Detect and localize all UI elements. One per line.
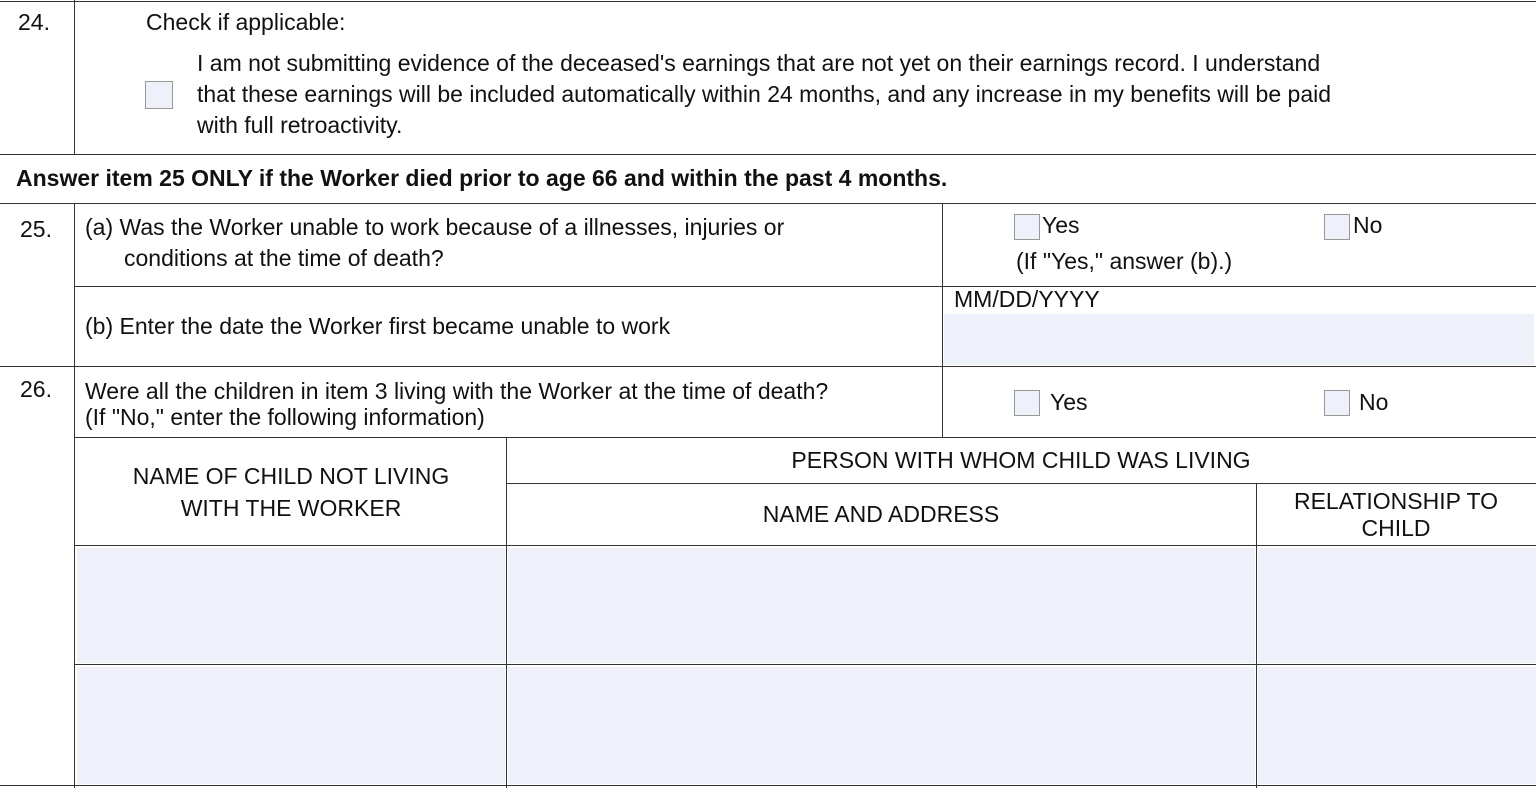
question-26: (If "No," enter the following information)	[85, 404, 485, 430]
divider	[74, 203, 75, 788]
divider	[0, 203, 1536, 204]
question-a: (a) Was the Worker unable to work because of a illnesses, injuries or	[85, 214, 785, 240]
item-number: 24.	[18, 9, 50, 35]
divider	[74, 545, 1536, 546]
relationship-input-2[interactable]	[1258, 667, 1536, 784]
question-b: (b) Enter the date the Worker first became unable to work	[85, 313, 671, 339]
yes-note: (If "Yes," answer (b).)	[1016, 248, 1233, 274]
children-living-yes-checkbox[interactable]	[1014, 390, 1040, 416]
check-heading: Check if applicable:	[146, 9, 346, 35]
divider	[942, 203, 943, 438]
divider	[0, 366, 1536, 367]
column-header-name-address: NAME AND ADDRESS	[762, 501, 1000, 527]
column-header-child-name	[76, 460, 506, 524]
unable-to-work-no-checkbox[interactable]	[1324, 214, 1350, 240]
unable-to-work-yes-checkbox[interactable]	[1014, 214, 1040, 240]
divider	[74, 286, 1536, 287]
divider	[0, 154, 1536, 155]
header-line: WITH THE WORKER	[180, 495, 402, 521]
date-format-label: MM/DD/YYYY	[954, 286, 1100, 312]
statement-line: I am not submitting evidence of the deceased's earnings that are not yet on their earnings record. I understand	[197, 50, 1321, 76]
child-name-input-2[interactable]	[77, 667, 505, 784]
relationship-input-1[interactable]	[1258, 548, 1536, 663]
earnings-evidence-checkbox[interactable]	[145, 81, 173, 109]
no-label: No	[1353, 212, 1383, 238]
divider	[74, 664, 1536, 665]
divider	[506, 483, 1536, 484]
statement-line: that these earnings will be included automatically within 24 months, and any increase in my benefits will be paid	[197, 81, 1332, 107]
question-a: conditions at the time of death?	[124, 245, 444, 271]
yes-label: Yes	[1042, 212, 1080, 238]
divider	[74, 437, 1536, 438]
no-label: No	[1359, 389, 1389, 415]
name-address-input-2[interactable]	[508, 667, 1255, 784]
yes-label: Yes	[1050, 389, 1088, 415]
column-header-relationship	[1256, 488, 1536, 542]
date-input[interactable]	[944, 314, 1534, 365]
item-number: 25.	[20, 216, 52, 242]
header-line: RELATIONSHIP TO	[1293, 488, 1499, 514]
statement-line: with full retroactivity.	[197, 112, 403, 138]
item25-instruction: Answer item 25 ONLY if the Worker died prior to age 66 and within the past 4 months.	[16, 165, 948, 191]
divider	[0, 785, 1536, 786]
divider	[74, 0, 75, 155]
header-line: NAME OF CHILD NOT LIVING	[132, 463, 450, 489]
divider	[0, 1, 1536, 2]
group-header: PERSON WITH WHOM CHILD WAS LIVING	[791, 447, 1251, 473]
child-name-input-1[interactable]	[77, 548, 505, 663]
name-address-input-1[interactable]	[508, 548, 1255, 663]
children-living-no-checkbox[interactable]	[1324, 390, 1350, 416]
divider	[506, 437, 507, 788]
question-26: Were all the children in item 3 living with the Worker at the time of death?	[85, 378, 829, 404]
item-number: 26.	[20, 376, 52, 402]
header-line: CHILD	[1361, 515, 1431, 541]
